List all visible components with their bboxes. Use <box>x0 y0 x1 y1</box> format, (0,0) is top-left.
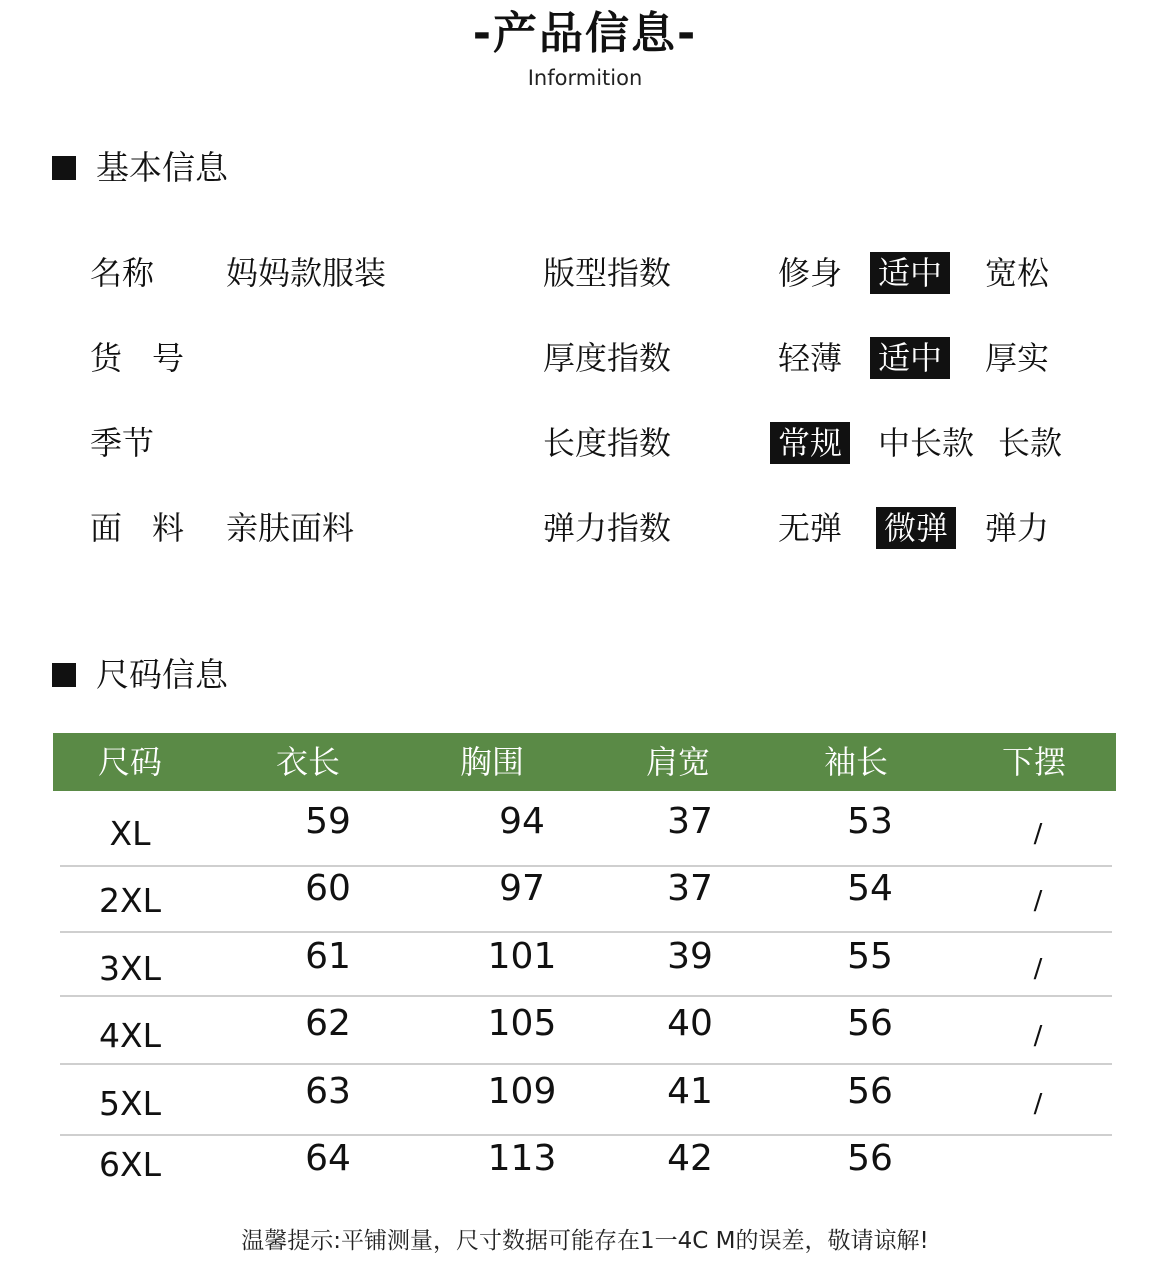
cell-length: 64 <box>305 1138 351 1179</box>
cell-sleeve: 55 <box>847 936 893 977</box>
page-subtitle: Informition <box>527 66 643 90</box>
index-label-elasticity: 弹力指数 <box>543 509 672 547</box>
cell-chest: 97 <box>499 868 545 909</box>
cell-shoulder: 37 <box>667 868 713 909</box>
cell-shoulder: 37 <box>667 801 713 842</box>
cell-chest: 109 <box>487 1071 557 1112</box>
field-label-item-no: 货号 <box>90 339 215 377</box>
row-divider <box>60 995 1112 997</box>
cell-shoulder: 39 <box>667 936 713 977</box>
cell-sleeve: 54 <box>847 868 893 909</box>
cell-hem: / <box>1033 819 1043 849</box>
field-value-name: 妈妈款服装 <box>226 254 387 292</box>
square-bullet-icon <box>52 156 76 180</box>
cell-size: 4XL <box>99 1016 161 1055</box>
cell-chest: 94 <box>499 801 545 842</box>
length-option-mid-long: 中长款 <box>878 424 975 462</box>
cell-length: 60 <box>305 868 351 909</box>
size-table-header <box>53 733 1116 791</box>
row-divider <box>60 931 1112 933</box>
cell-sleeve: 53 <box>847 801 893 842</box>
cell-length: 62 <box>305 1003 351 1044</box>
cell-hem: / <box>1033 1089 1043 1119</box>
cell-length: 59 <box>305 801 351 842</box>
thickness-option-thick: 厚实 <box>985 339 1050 377</box>
index-label-length: 长度指数 <box>543 424 672 462</box>
basic-info-heading <box>52 148 228 188</box>
cell-size: 5XL <box>99 1084 161 1123</box>
fit-option-loose: 宽松 <box>985 254 1050 292</box>
row-divider <box>60 865 1112 867</box>
cell-size: 6XL <box>99 1145 161 1184</box>
cell-shoulder: 40 <box>667 1003 713 1044</box>
cell-chest: 113 <box>487 1138 557 1179</box>
thickness-option-thin: 轻薄 <box>778 339 843 377</box>
square-bullet-icon <box>52 663 76 687</box>
row-divider <box>60 1134 1112 1136</box>
size-info-heading-text: 尺码信息 <box>96 655 228 694</box>
fit-option-slim: 修身 <box>778 254 843 292</box>
field-label-name: 名称 <box>90 254 155 292</box>
cell-size: 2XL <box>99 881 161 920</box>
index-label-fit: 版型指数 <box>543 254 672 292</box>
row-divider <box>60 1063 1112 1065</box>
column-header-length: 衣长 <box>275 743 340 781</box>
column-header-hem: 下摆 <box>1001 743 1066 781</box>
cell-shoulder: 42 <box>667 1138 713 1179</box>
field-value-fabric: 亲肤面料 <box>226 509 355 547</box>
cell-sleeve: 56 <box>847 1003 893 1044</box>
length-option-regular-selected: 常规 <box>770 422 850 464</box>
length-option-long: 长款 <box>998 424 1063 462</box>
field-label-season: 季节 <box>90 424 155 462</box>
cell-sleeve: 56 <box>847 1138 893 1179</box>
cell-hem: / <box>1033 1021 1043 1051</box>
column-header-size: 尺码 <box>97 743 162 781</box>
index-label-thickness: 厚度指数 <box>543 339 672 377</box>
thickness-option-medium-selected: 适中 <box>870 337 950 379</box>
cell-length: 63 <box>305 1071 351 1112</box>
footer-note: 温馨提示:平铺测量，尺寸数据可能存在1一4C M的误差，敬请谅解! <box>241 1228 929 1254</box>
column-header-sleeve: 袖长 <box>823 743 888 781</box>
elasticity-option-slight-selected: 微弹 <box>876 507 956 549</box>
cell-sleeve: 56 <box>847 1071 893 1112</box>
column-header-shoulder: 肩宽 <box>645 743 710 781</box>
cell-chest: 101 <box>487 936 557 977</box>
cell-size: 3XL <box>99 949 161 988</box>
elasticity-option-none: 无弹 <box>778 509 843 547</box>
cell-size: XL <box>109 814 151 853</box>
cell-hem: / <box>1033 886 1043 916</box>
cell-shoulder: 41 <box>667 1071 713 1112</box>
basic-info-heading-text: 基本信息 <box>96 148 228 187</box>
field-label-fabric: 面料 <box>90 509 215 547</box>
cell-chest: 105 <box>487 1003 557 1044</box>
page-title: -产品信息- <box>472 8 698 59</box>
fit-option-regular-selected: 适中 <box>870 252 950 294</box>
cell-length: 61 <box>305 936 351 977</box>
elasticity-option-stretch: 弹力 <box>985 509 1050 547</box>
size-info-heading <box>52 655 228 695</box>
column-header-chest: 胸围 <box>459 743 524 781</box>
cell-hem: / <box>1033 954 1043 984</box>
